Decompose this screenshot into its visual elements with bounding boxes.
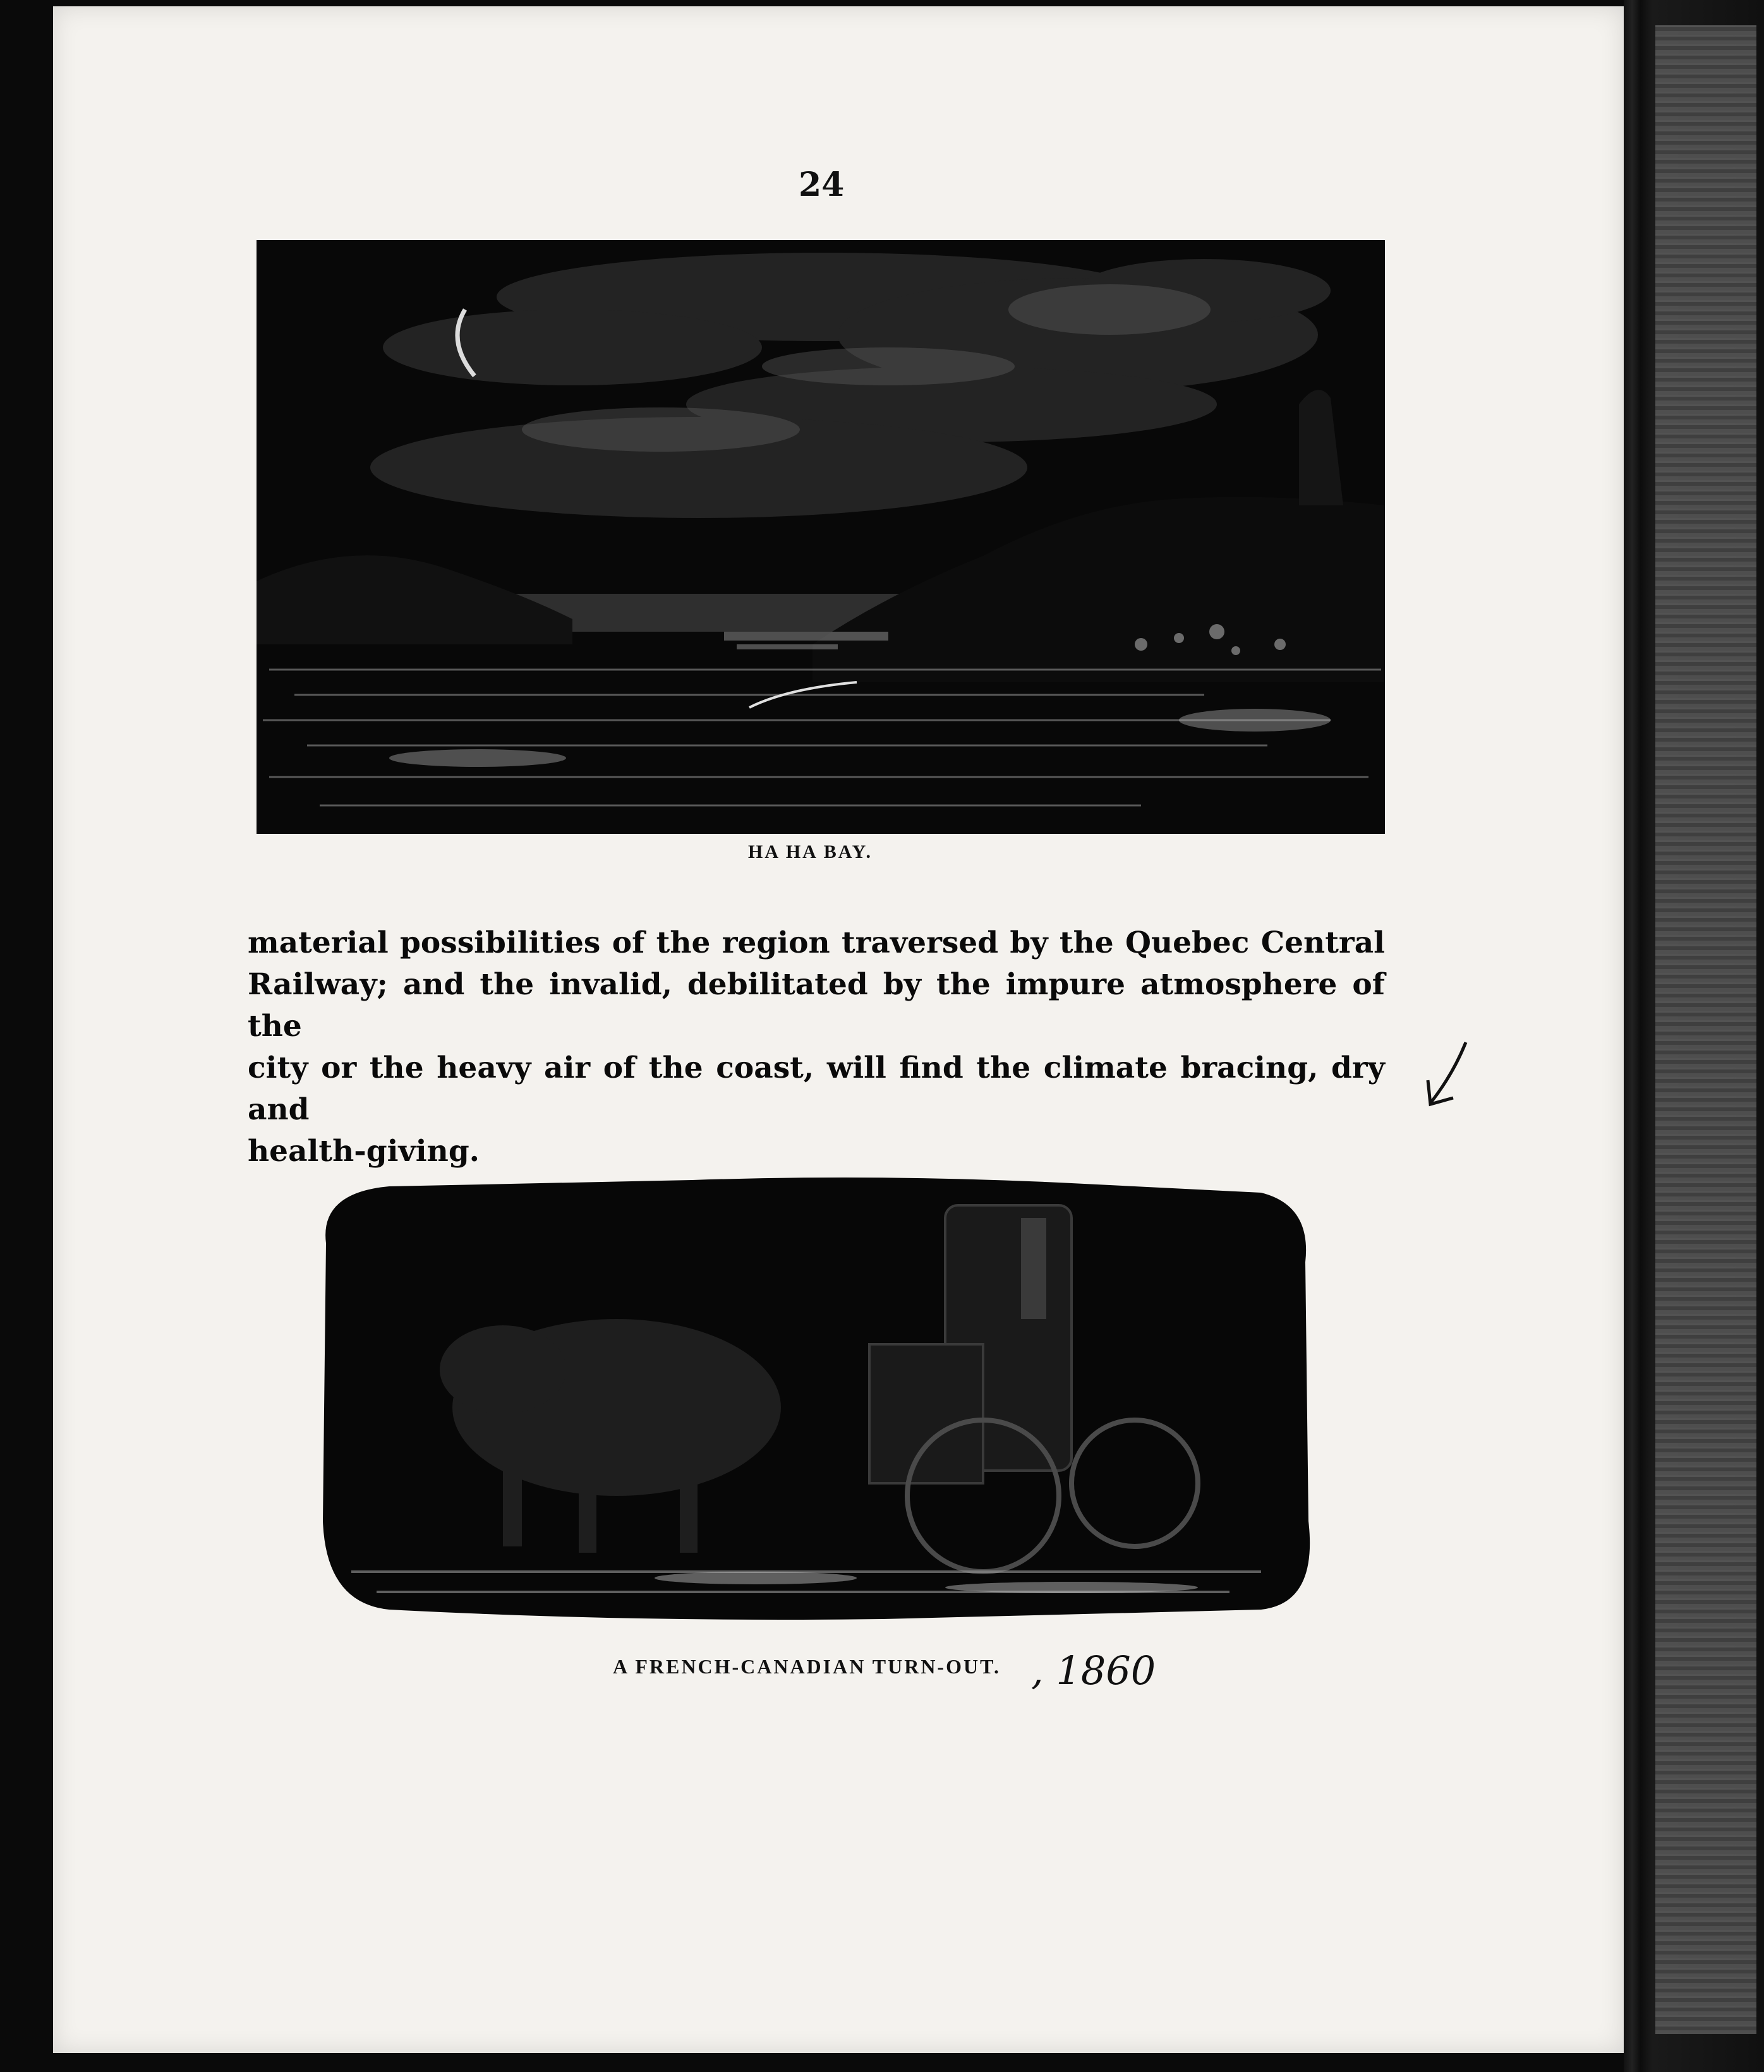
paragraph-line: city or the heavy air of the coast, will find the climate bracing, dry and	[248, 1051, 1385, 1127]
spine-binding-strip	[1655, 25, 1756, 2034]
french-canadian-turn-out-engraving	[313, 1167, 1318, 1635]
paragraph-line: material possibilities of the region traversed by the Quebec Central	[248, 925, 1385, 960]
page-number: 24	[799, 166, 845, 204]
figure-caption-french-canadian-turn-out: A FRENCH-CANADIAN TURN-OUT.	[613, 1655, 1001, 1678]
body-paragraph	[248, 922, 1385, 1172]
paragraph-line: Railway; and the invalid, debilitated by the impure atmosphere of the	[248, 967, 1385, 1044]
margin-arrow-icon	[1415, 1036, 1478, 1112]
ha-ha-bay-engraving	[257, 240, 1385, 834]
figure-caption-ha-ha-bay: HA HA BAY.	[748, 841, 873, 862]
paragraph-line: health-giving.	[248, 1134, 480, 1169]
handwritten-year-annotation: , 1860	[1031, 1647, 1156, 1694]
show-through-bottom	[190, 1655, 1390, 1845]
